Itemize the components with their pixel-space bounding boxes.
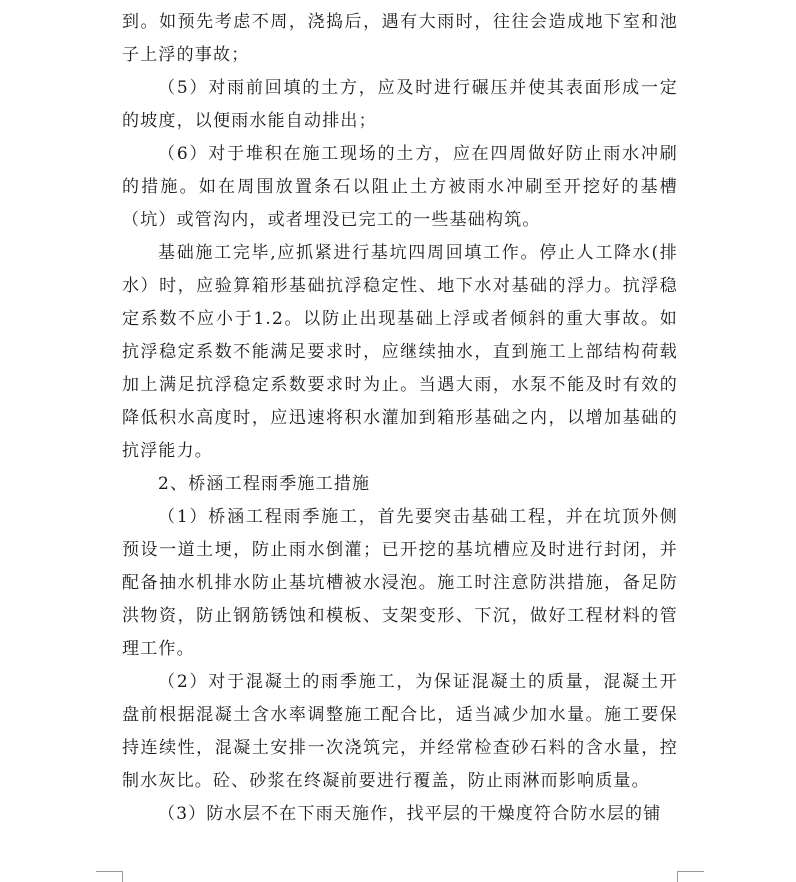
paragraph-bridge-item-2: （2）对于混凝土的雨季施工，为保证混凝土的质量，混凝土开盘前根据混凝土含水率调整施工配合比，适当减少加水量。施工要保持连续性，混凝土安排一次浇筑完，并经常检查砂石料的含水量，控制水灰比。砼、砂浆在终凝前要进行覆盖，防止雨淋而影响质量。 — [122, 672, 678, 791]
page-corner-mark-left — [96, 871, 123, 882]
paragraph-continuation: 到。如预先考虑不周，浇捣后，遇有大雨时，往往会造成地下室和池子上浮的事故； — [122, 12, 678, 65]
section-heading-bridge-culvert: 2、桥涵工程雨季施工措施 — [158, 474, 371, 494]
paragraph-bridge-item-3: （3）防水层不在下雨天施作，找平层的干燥度符合防水层的铺 — [158, 804, 662, 824]
paragraph-item-5: （5）对雨前回填的土方，应及时进行碾压并使其表面形成一定的坡度，以便雨水能自动排出； — [122, 78, 678, 131]
paragraph-foundation-backfill: 基础施工完毕,应抓紧进行基坑四周回填工作。停止人工降水(排水）时，应验算箱形基础抗浮稳定性、地下水对基础的浮力。抗浮稳定系数不应小于1.2。以防止出现基础上浮或者倾斜的重大事故。如抗浮稳定系数不能满足要求时，应继续抽水，直到施工上部结构荷载加上满足抗浮稳定系数要求时为止。当遇大雨，水泵不能及时有效的降低积水高度时，应迅速将积水灌加到箱形基础之内，以增加基础的抗浮能力。 — [122, 243, 678, 461]
paragraph-bridge-item-1: （1）桥涵工程雨季施工，首先要突击基础工程，并在坑顶外侧预设一道土埂，防止雨水倒灌；已开挖的基坑槽应及时进行封闭，并配备抽水机排水防止基坑槽被水浸泡。施工时注意防洪措施，备足防洪物资，防止钢筋锈蚀和模板、支架变形、下沉，做好工程材料的管理工作。 — [122, 507, 678, 659]
document-body — [122, 6, 678, 831]
page-corner-mark-right — [677, 871, 704, 882]
paragraph-item-6: （6）对于堆积在施工现场的土方，应在四周做好防止雨水冲刷的措施。如在周围放置条石以阻止土方被雨水冲刷至开挖好的基槽（坑）或管沟内，或者埋没已完工的一些基础构筑。 — [122, 144, 678, 230]
